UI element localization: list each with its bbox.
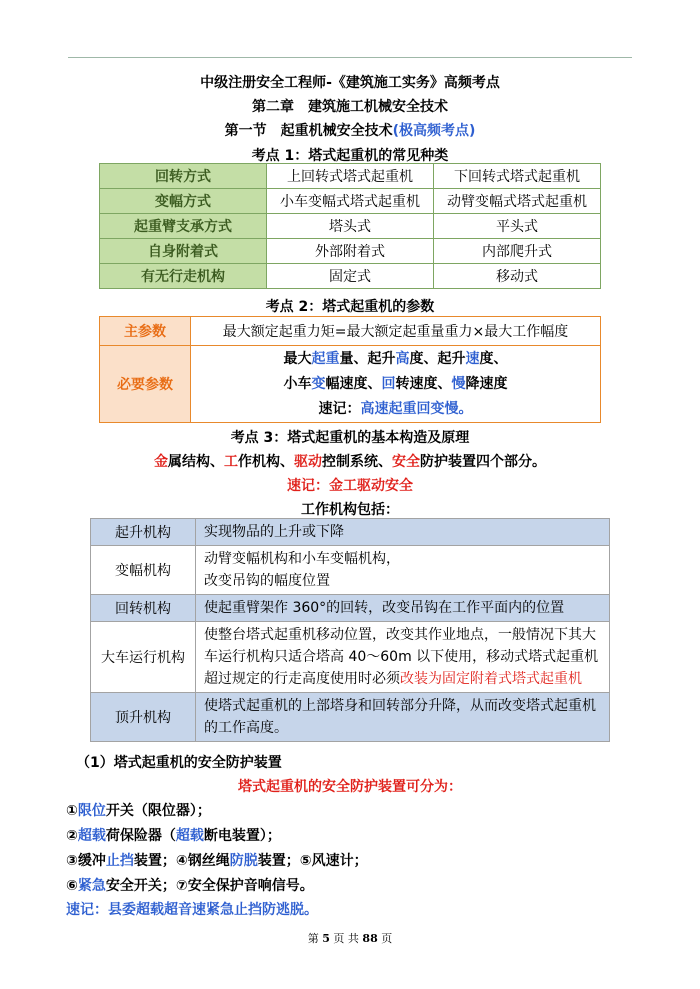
total-pages: 88	[362, 932, 378, 945]
work-mechanism-title: 工作机构包括：	[301, 502, 399, 518]
chapter-title: 第二章 建筑施工机械安全技术	[252, 99, 448, 115]
page-number: 5	[322, 932, 330, 945]
crane-types-table	[99, 163, 601, 289]
table-row: 变幅方式 小车变幅式塔式起重机 动臂变幅式塔式起重机	[100, 189, 601, 214]
work-mechanism-table	[90, 518, 610, 742]
table-row: 顶升机构 使塔式起重机的上部塔身和回转部分升降，从而改变塔式起重机的工作高度。	[91, 693, 610, 742]
required-line-1: 最大起重量、起升高度、起升速度、	[283, 350, 508, 367]
table-row: 起升机构 实现物品的上升或下降	[91, 519, 610, 546]
table-row: 必要参数 最大起重量、起升高度、起升速度、 小车变幅速度、回转速度、慢降速度 速记：高速起重回变慢。	[100, 346, 601, 423]
table-row: 主参数 最大额定起重力矩=最大额定起重量重力×最大工作幅度	[100, 317, 601, 346]
kp1-title: 考点 1：塔式起重机的常见种类	[251, 148, 449, 164]
table-row: 起重臂支承方式 塔头式 平头式	[100, 214, 601, 239]
safety-heading: （1）塔式起重机的安全防护装置	[76, 755, 282, 771]
table-row: 自身附着式 外部附着式 内部爬升式	[100, 239, 601, 264]
kp3-memo: 速记：金工驱动安全	[287, 478, 413, 494]
required-line-2: 小车变幅速度、回转速度、慢降速度	[283, 375, 508, 392]
main-parameter-value: 最大额定起重力矩=最大额定起重量重力×最大工作幅度	[191, 317, 601, 346]
table-row: 大车运行机构 使整台塔式起重机移动位置，改变其作业地点，一般情况下其大车运行机构只适合塔高 40～60m 以下使用，移动式塔式起重机超过规定的行走高度使用时必须改装为固定附着式塔式起重机	[91, 622, 610, 693]
page-footer: 第 5 页 共 88 页	[307, 932, 393, 945]
kp3-parts: 金属结构、工作机构、驱动控制系统、安全防护装置四个部分。	[154, 454, 546, 470]
kp2-title: 考点 2：塔式起重机的参数	[265, 299, 435, 315]
crane-parameters-table	[99, 316, 601, 423]
safety-item-1: ①限位开关（限位器）；	[66, 803, 211, 819]
required-memo: 速记：高速起重回变慢。	[318, 400, 473, 417]
safety-item-4: ⑥紧急安全开关；⑦安全保护音响信号。	[66, 878, 314, 894]
safety-subheading: 塔式起重机的安全防护装置可分为：	[238, 779, 462, 795]
safety-item-2: ②超载荷保险器（超载断电装置）；	[66, 828, 281, 844]
section-title: 第一节 起重机械安全技术(极高频考点)	[224, 123, 476, 139]
table-row: 回转机构 使起重臂架作 360°的回转，改变吊钩在工作平面内的位置	[91, 595, 610, 622]
kp3-title: 考点 3：塔式起重机的基本构造及原理	[230, 430, 470, 446]
safety-item-3: ③缓冲止挡装置；④钢丝绳防脱装置；⑤风速计；	[66, 853, 368, 869]
table-row: 回转方式 上回转式塔式起重机 下回转式塔式起重机	[100, 164, 601, 189]
doc-title: 中级注册安全工程师-《建筑施工实务》高频考点	[200, 75, 500, 91]
table-row: 变幅机构 动臂变幅机构和小车变幅机构， 改变吊钩的幅度位置	[91, 546, 610, 595]
safety-memo: 速记：县委超载超音速紧急止挡防逃脱。	[66, 902, 318, 918]
table-row: 有无行走机构 固定式 移动式	[100, 264, 601, 289]
header-rule	[68, 57, 632, 58]
